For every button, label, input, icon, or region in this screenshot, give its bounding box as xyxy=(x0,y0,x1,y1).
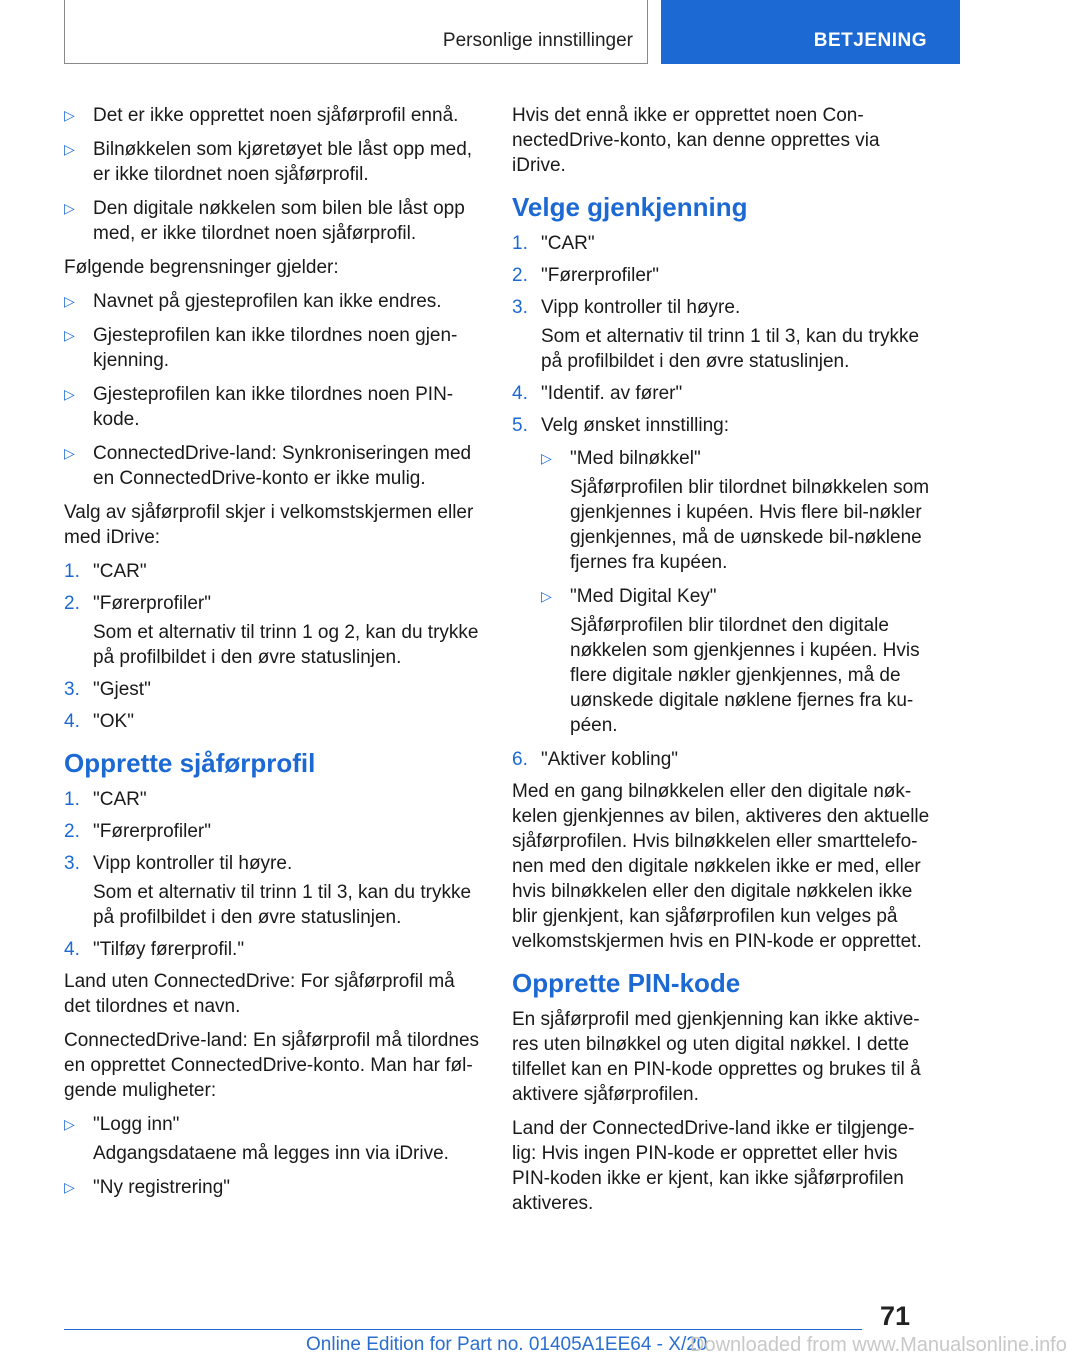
list-item: ▷ Det er ikke opprettet noen sjåførprofil ennå. xyxy=(64,103,484,128)
step-number: 1. xyxy=(64,561,80,582)
watermark: Downloaded from www.Manualsonline.info xyxy=(690,1334,1067,1356)
step-item xyxy=(512,413,932,738)
step-text: "Identif. av fører" xyxy=(541,383,683,404)
option-text: ▷ "Logg inn" xyxy=(93,1114,180,1135)
step-item xyxy=(64,819,484,844)
step-text: "Tilføy førerprofil." xyxy=(93,939,245,960)
step-item xyxy=(512,231,932,256)
step-note: Som et alternativ til trinn 1 til 3, kan du trykke på profilbildet i den øvre statuslinjen. xyxy=(93,882,472,928)
step-text: "Førerprofiler" xyxy=(93,593,211,614)
step-item xyxy=(512,747,932,772)
list-item: ▷ Navnet på gjesteprofilen kan ikke endres. xyxy=(64,289,484,314)
para-no-connecteddrive: Land uten ConnectedDrive: For sjåførprofil må det tilordnes et navn. xyxy=(64,971,455,1017)
right-column xyxy=(512,103,932,1225)
step-number: 1. xyxy=(64,789,80,810)
step-text: "Førerprofiler" xyxy=(93,821,211,842)
header-title-box xyxy=(64,0,648,64)
step-number: 1. xyxy=(512,233,528,254)
page-number: 71 xyxy=(880,1301,911,1331)
step-note: Som et alternativ til trinn 1 og 2, kan du trykke på profilbildet i den øvre statuslinjen. xyxy=(93,622,479,668)
step-text: "CAR" xyxy=(93,789,147,810)
step-number: 4. xyxy=(64,939,80,960)
step-item xyxy=(512,381,932,406)
para-account: Hvis det ennå ikke er opprettet noen Con-nectedDrive-konto, kan denne opprettes via iDrive. xyxy=(512,105,880,176)
step-item xyxy=(512,263,932,288)
list-item: ▷ ConnectedDrive-land: Synkroniseringen med en ConnectedDrive-konto er ikke mulig. xyxy=(64,441,484,491)
option-text: ▷ "Ny registrering" xyxy=(93,1177,231,1198)
list-item: ▷ Den digitale nøkkelen som bilen ble låst opp med, er ikke tilordnet noen sjåførprofil. xyxy=(64,196,484,246)
select-intro: Valg av sjåførprofil skjer i velkomstskjermen eller med iDrive: xyxy=(64,502,474,548)
restrictions-intro: Følgende begrensninger gjelder: xyxy=(64,257,339,278)
footer-edition: Online Edition for Part no. 01405A1EE64 - X/20 xyxy=(306,1334,708,1355)
left-column xyxy=(64,103,484,1209)
section-heading-recognition: Velge gjenkjenning xyxy=(512,192,748,222)
step-text: "Førerprofiler" xyxy=(541,265,659,286)
para-pin-2: Land der ConnectedDrive-land ikke er tilgjenge-lig: Hvis ingen PIN-kode er opprettet eller hvis PIN-koden ikke er kjent, kan ikke sjåførprofilen aktiveres. xyxy=(512,1118,915,1214)
option-note: Adgangsdataene må legges inn via iDrive. xyxy=(93,1143,449,1164)
step-text: "OK" xyxy=(93,711,134,732)
step-item xyxy=(64,709,484,734)
step-number: 2. xyxy=(512,265,528,286)
step-text: "CAR" xyxy=(93,561,147,582)
step-text: Vipp kontroller til høyre. xyxy=(93,853,293,874)
footer-divider xyxy=(64,1329,862,1330)
step-item xyxy=(64,937,484,962)
section-heading-pin: Opprette PIN-kode xyxy=(512,968,741,998)
list-item xyxy=(541,584,932,738)
step-item xyxy=(64,787,484,812)
step-number: 6. xyxy=(512,749,528,770)
list-item: ▷ Bilnøkkelen som kjøretøyet ble låst opp med, er ikke tilordnet noen sjåførprofil. xyxy=(64,137,484,187)
step-number: 2. xyxy=(64,821,80,842)
list-item xyxy=(64,1175,484,1200)
step-text: "CAR" xyxy=(541,233,595,254)
list-item: ▷ Gjesteprofilen kan ikke tilordnes noen gjen-kjenning. xyxy=(64,323,484,373)
step-text: "Gjest" xyxy=(93,679,151,700)
option-text: ▷ "Med bilnøkkel" xyxy=(570,448,701,469)
para-connecteddrive: ConnectedDrive-land: En sjåførprofil må tilordnes en opprettet ConnectedDrive-konto. Man har føl-gende muligheter: xyxy=(64,1030,480,1101)
step-item xyxy=(64,591,484,670)
step-number: 3. xyxy=(512,297,528,318)
step-text: Velg ønsket innstilling: xyxy=(541,415,729,436)
step-number: 3. xyxy=(64,853,80,874)
step-text: "Aktiver kobling" xyxy=(541,749,679,770)
list-item xyxy=(541,446,932,575)
step-item xyxy=(64,851,484,930)
options-list xyxy=(541,446,932,738)
section-heading-create-profile: Opprette sjåførprofil xyxy=(64,748,316,778)
step-item xyxy=(64,559,484,584)
option-text: ▷ "Med Digital Key" xyxy=(570,586,717,607)
para-pin-1: En sjåførprofil med gjenkjenning kan ikke aktive-res uten bilnøkkel og uten digital nøkkel. I dette tilfellet kan en PIN-kode opprettes og brukes til å aktivere sjåførprofilen. xyxy=(512,1009,921,1105)
option-note: Sjåførprofilen blir tilordnet den digitale nøkkelen som gjenkjennes i kupéen. Hvis flere digitale nøkler gjenkjennes, må de uønskede digitale nøklene fjernes fra ku-péen. xyxy=(570,615,920,736)
header-title: Personlige innstillinger xyxy=(442,30,633,51)
step-text: Vipp kontroller til høyre. xyxy=(541,297,741,318)
step-number: 2. xyxy=(64,593,80,614)
step-item xyxy=(512,295,932,374)
step-number: 3. xyxy=(64,679,80,700)
para-recognition: Med en gang bilnøkkelen eller den digitale nøk-kelen gjenkjennes av bilen, aktiveres den aktuelle sjåførprofilen. Hvis bilnøkkelen eller smarttelefo-nen med den digitale nøkkelen ikke er med, eller hvis bilnøkkelen eller den digitale nøkkelen ikke blir gjenkjent, kan sjåførprofilen kun velges på velkomstskjermen hvis en PIN-kode er opprettet. xyxy=(512,781,930,952)
step-number: 4. xyxy=(512,383,528,404)
step-number: 4. xyxy=(64,711,80,732)
list-item xyxy=(64,1112,484,1166)
header-section-label: BETJENING xyxy=(813,30,927,51)
step-note: Som et alternativ til trinn 1 til 3, kan du trykke på profilbildet i den øvre statuslinjen. xyxy=(541,326,920,372)
step-number: 5. xyxy=(512,415,528,436)
header-section-tab xyxy=(661,0,960,64)
list-item: ▷ Gjesteprofilen kan ikke tilordnes noen PIN-kode. xyxy=(64,382,484,432)
option-note: Sjåførprofilen blir tilordnet bilnøkkelen som gjenkjennes i kupéen. Hvis flere bil-nøkler gjenkjennes, må de uønskede bil-nøklene fjernes fra kupéen. xyxy=(570,477,930,573)
step-item xyxy=(64,677,484,702)
